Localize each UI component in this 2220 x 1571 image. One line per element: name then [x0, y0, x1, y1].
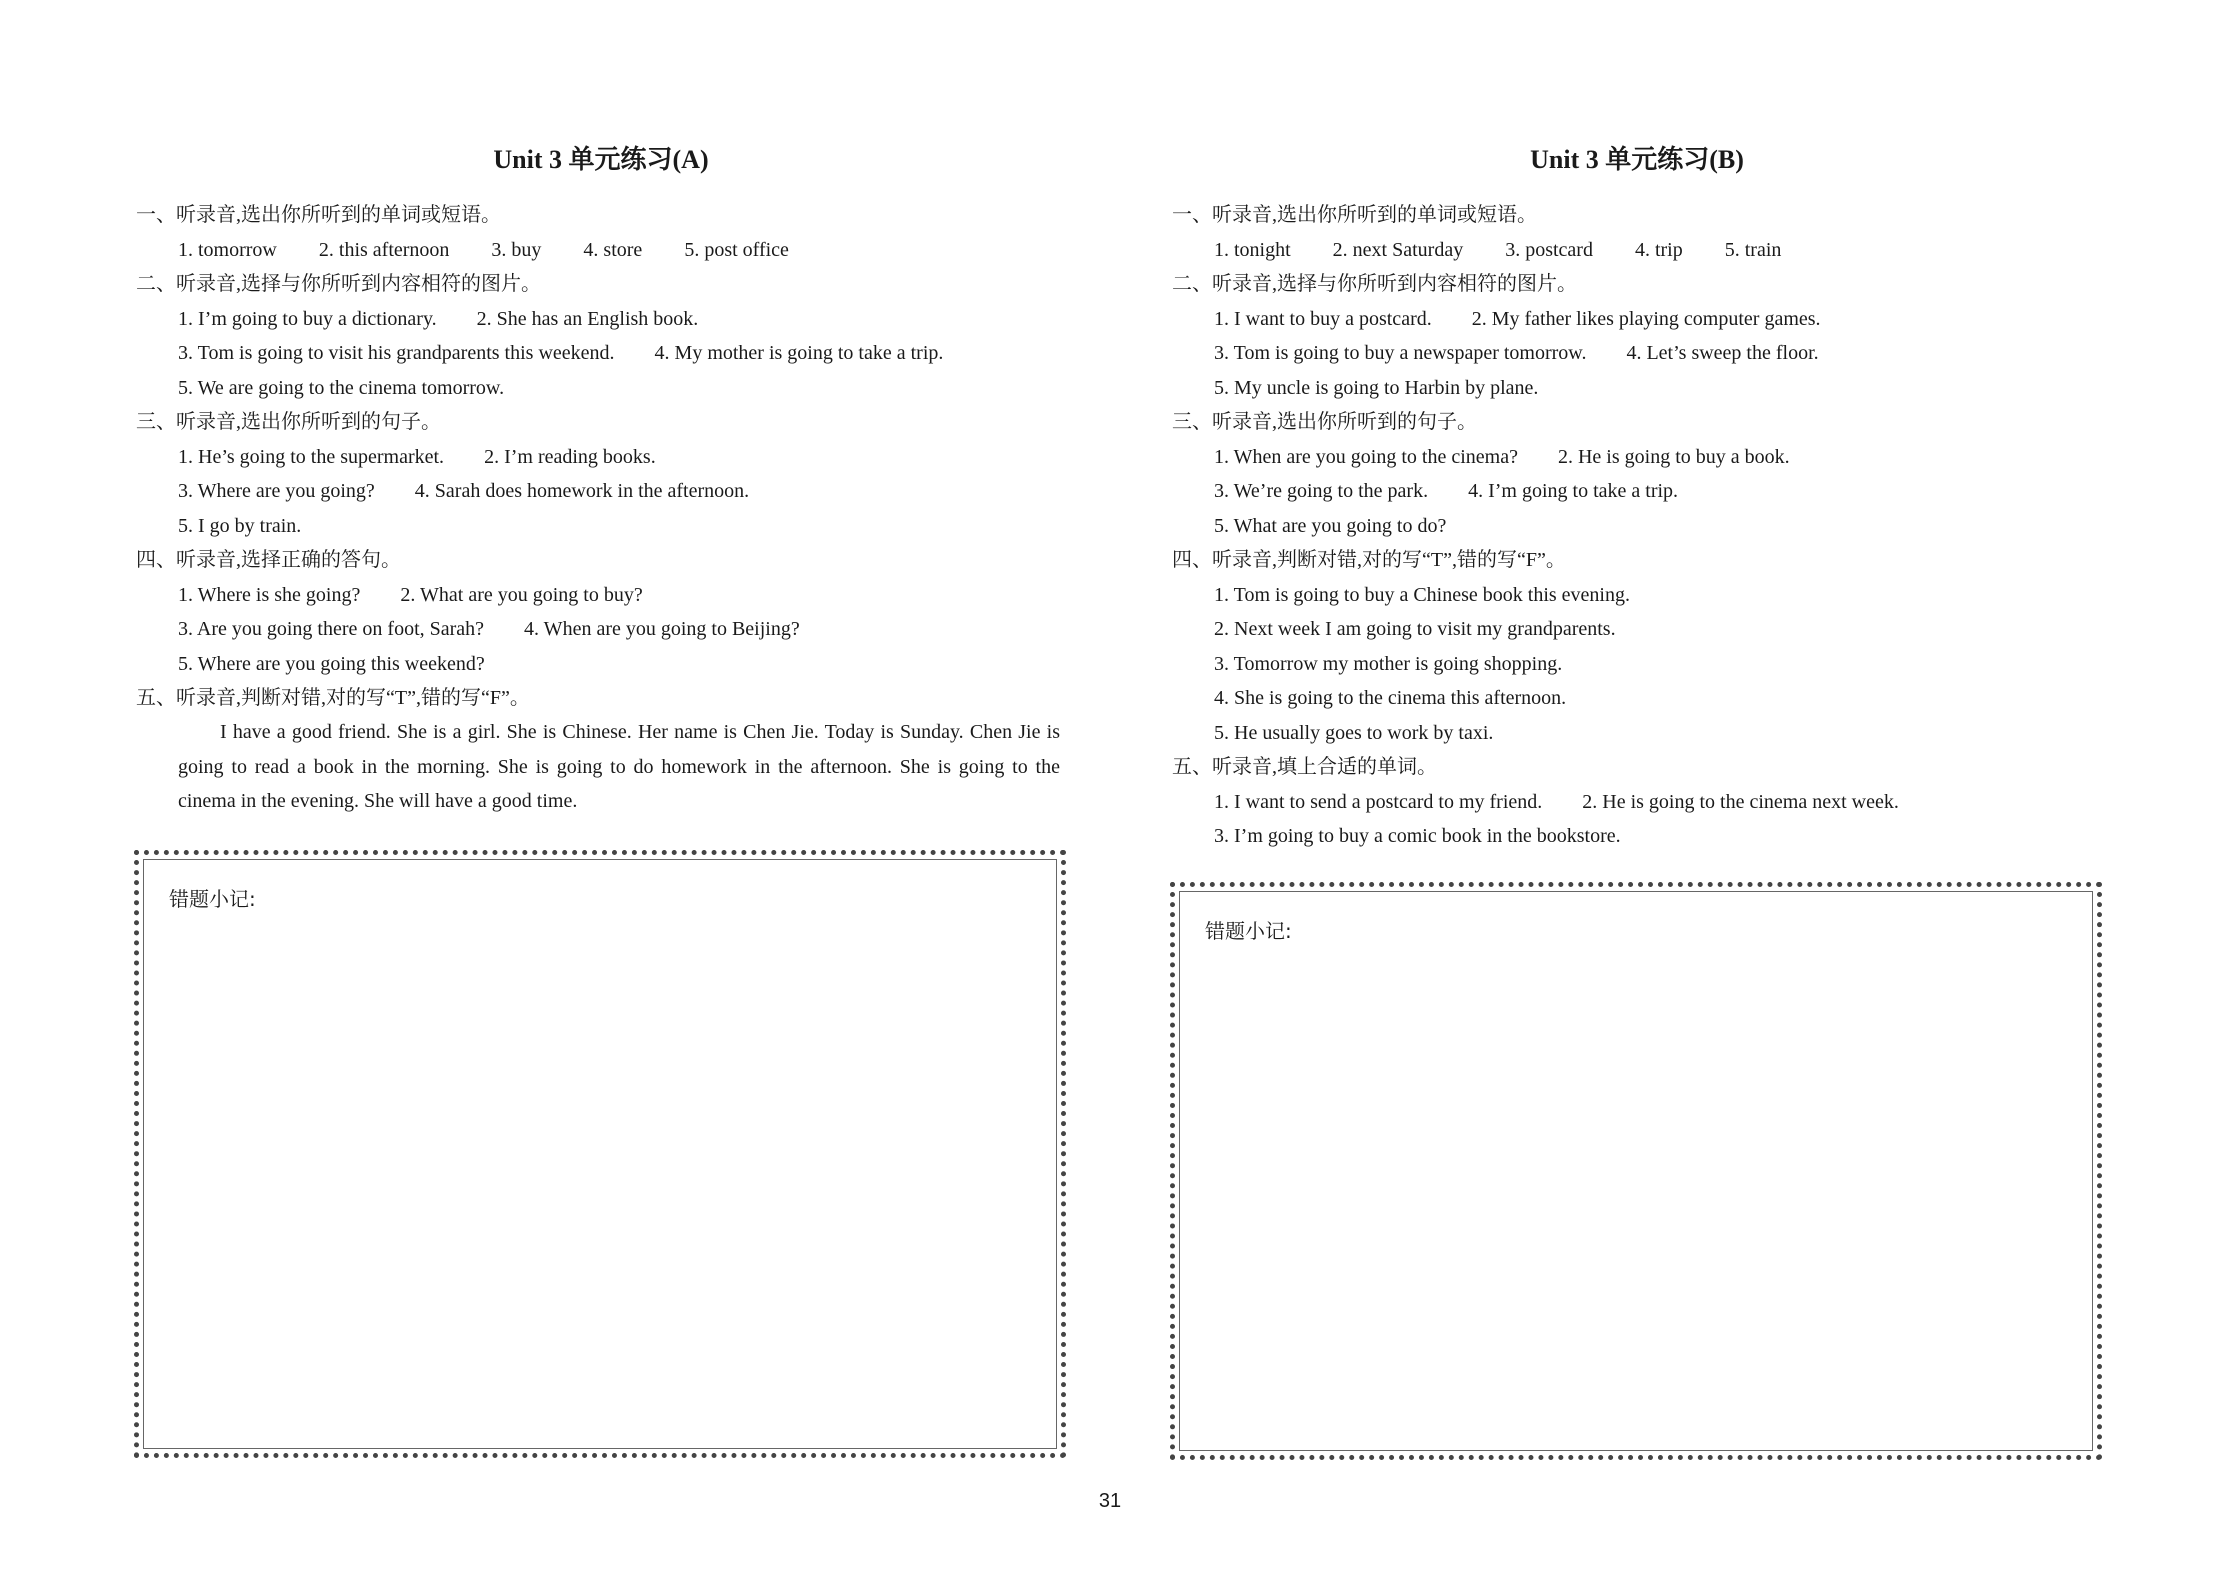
b-section-3-heading: 三、听录音,选出你所听到的句子。	[1172, 411, 1477, 433]
b-s4-item-2: 2. Next week I am going to visit my grandparents.	[1214, 618, 1616, 640]
a-s2-item-1: 1. I’m going to buy a dictionary.	[178, 307, 437, 330]
b-mistake-notes-label: 错题小记:	[1205, 919, 1292, 943]
b-s3-item-5: 5. What are you going to do?	[1214, 514, 1447, 537]
a-section-4-row-2	[136, 612, 1066, 647]
a-s1-item-2: 2. this afternoon	[318, 238, 450, 261]
b-s4-item-1: 1. Tom is going to buy a Chinese book this evening.	[1214, 583, 1630, 606]
a-s4-item-2: 2. What are you going to buy?	[400, 583, 643, 606]
a-section-3-row-2	[136, 474, 1066, 509]
b-s2-item-1: 1. I want to buy a postcard.	[1214, 307, 1432, 330]
b-section-5-heading: 五、听录音,填上合适的单词。	[1172, 756, 1437, 778]
b-s5-item-3: 3. I’m going to buy a comic book in the bookstore.	[1214, 825, 1621, 847]
a-s4-item-5: 5. Where are you going this weekend?	[178, 652, 485, 675]
b-s1-item-1: 1. tonight	[1214, 238, 1291, 261]
a-section-4-row-3	[136, 647, 1066, 682]
b-s2-item-2: 2. My father likes playing computer games.	[1471, 307, 1821, 330]
b-s3-item-1: 1. When are you going to the cinema?	[1214, 445, 1518, 468]
a-s4-item-4: 4. When are you going to Beijing?	[524, 618, 800, 640]
a-s1-item-1: 1. tomorrow	[178, 238, 277, 261]
a-s2-item-2: 2. She has an English book.	[476, 307, 699, 330]
b-section-1-items	[1172, 233, 2102, 268]
a-section-1-heading: 一、听录音,选出你所听到的单词或短语。	[136, 204, 501, 226]
a-section-4-heading: 四、听录音,选择正确的答句。	[136, 549, 401, 571]
b-s3-item-2: 2. He is going to buy a book.	[1557, 445, 1790, 468]
a-section-2-row-2	[136, 336, 1066, 371]
a-s1-item-5: 5. post office	[684, 238, 789, 261]
b-s2-item-4: 4. Let’s sweep the floor.	[1626, 342, 1819, 364]
a-section-5-heading: 五、听录音,判断对错,对的写“T”,错的写“F”。	[136, 687, 530, 709]
a-s3-item-1: 1. He’s going to the supermarket.	[178, 445, 445, 468]
b-s2-item-3: 3. Tom is going to buy a newspaper tomorrow.	[1214, 342, 1587, 364]
b-s1-item-5: 5. train	[1724, 238, 1782, 261]
a-section-2-row-1	[136, 302, 1066, 337]
a-section-4-row-1	[136, 578, 1066, 613]
b-section-5-row-1	[1172, 785, 2102, 820]
a-s2-item-3: 3. Tom is going to visit his grandparents this weekend.	[178, 342, 615, 364]
b-section-3-row-3	[1172, 509, 2102, 544]
a-s3-item-4: 4. Sarah does homework in the afternoon.	[414, 480, 750, 502]
b-section-2-row-2	[1172, 336, 2102, 371]
b-s3-item-4: 4. I’m going to take a trip.	[1468, 480, 1679, 502]
a-s3-item-2: 2. I’m reading books.	[484, 445, 656, 468]
page-number: 31	[1098, 1490, 1122, 1512]
b-s4-item-3: 3. Tomorrow my mother is going shopping.	[1214, 652, 1563, 675]
b-s5-item-1: 1. I want to send a postcard to my friend.	[1214, 790, 1543, 813]
b-s2-item-5: 5. My uncle is going to Harbin by plane.	[1214, 376, 1539, 399]
b-mistake-notes-box	[1170, 882, 2102, 1460]
b-s1-item-3: 3. postcard	[1505, 238, 1593, 261]
a-section-2-heading: 二、听录音,选择与你所听到内容相符的图片。	[136, 273, 541, 295]
a-section-3-heading: 三、听录音,选出你所听到的句子。	[136, 411, 441, 433]
a-s1-item-4: 4. store	[583, 238, 643, 261]
a-section-3-row-1	[136, 440, 1066, 475]
a-s3-item-3: 3. Where are you going?	[178, 480, 375, 502]
a-s3-item-5: 5. I go by train.	[178, 514, 302, 537]
b-s5-item-2: 2. He is going to the cinema next week.	[1582, 790, 1899, 813]
b-section-2-row-1	[1172, 302, 2102, 337]
a-section-3-row-3	[136, 509, 1066, 544]
unit-b-title: Unit 3 单元练习(B)	[1530, 145, 1744, 174]
a-s2-item-4: 4. My mother is going to take a trip.	[654, 342, 944, 364]
b-s4-item-4: 4. She is going to the cinema this afternoon.	[1214, 687, 1567, 709]
b-s4-item-5: 5. He usually goes to work by taxi.	[1214, 721, 1494, 744]
b-section-3-row-2	[1172, 474, 2102, 509]
b-s3-item-3: 3. We’re going to the park.	[1214, 480, 1429, 502]
a-section-5-passage: I have a good friend. She is a girl. She is Chinese. Her name is Chen Jie. Today is Sunday. Chen Jie is going to read a book in the morning. She is going to do homework in the afternoon. She is going to the cinema in the evening. She will have a good time.	[178, 721, 1060, 812]
a-mistake-notes-box	[134, 850, 1066, 1458]
a-section-1-items	[136, 233, 1066, 268]
a-section-2-row-3	[136, 371, 1066, 406]
b-s1-item-2: 2. next Saturday	[1332, 238, 1464, 261]
b-section-1-heading: 一、听录音,选出你所听到的单词或短语。	[1172, 204, 1537, 226]
b-section-3-row-1	[1172, 440, 2102, 475]
b-section-2-row-3	[1172, 371, 2102, 406]
b-section-2-heading: 二、听录音,选择与你所听到内容相符的图片。	[1172, 273, 1577, 295]
a-s1-item-3: 3. buy	[491, 238, 542, 261]
a-mistake-notes-label: 错题小记:	[169, 887, 256, 911]
unit-a-title: Unit 3 单元练习(A)	[493, 145, 709, 174]
a-s2-item-5: 5. We are going to the cinema tomorrow.	[178, 376, 505, 399]
b-s1-item-4: 4. trip	[1634, 238, 1683, 261]
a-s4-item-3: 3. Are you going there on foot, Sarah?	[178, 618, 485, 640]
b-section-4-heading: 四、听录音,判断对错,对的写“T”,错的写“F”。	[1172, 549, 1566, 571]
a-s4-item-1: 1. Where is she going?	[178, 583, 361, 606]
